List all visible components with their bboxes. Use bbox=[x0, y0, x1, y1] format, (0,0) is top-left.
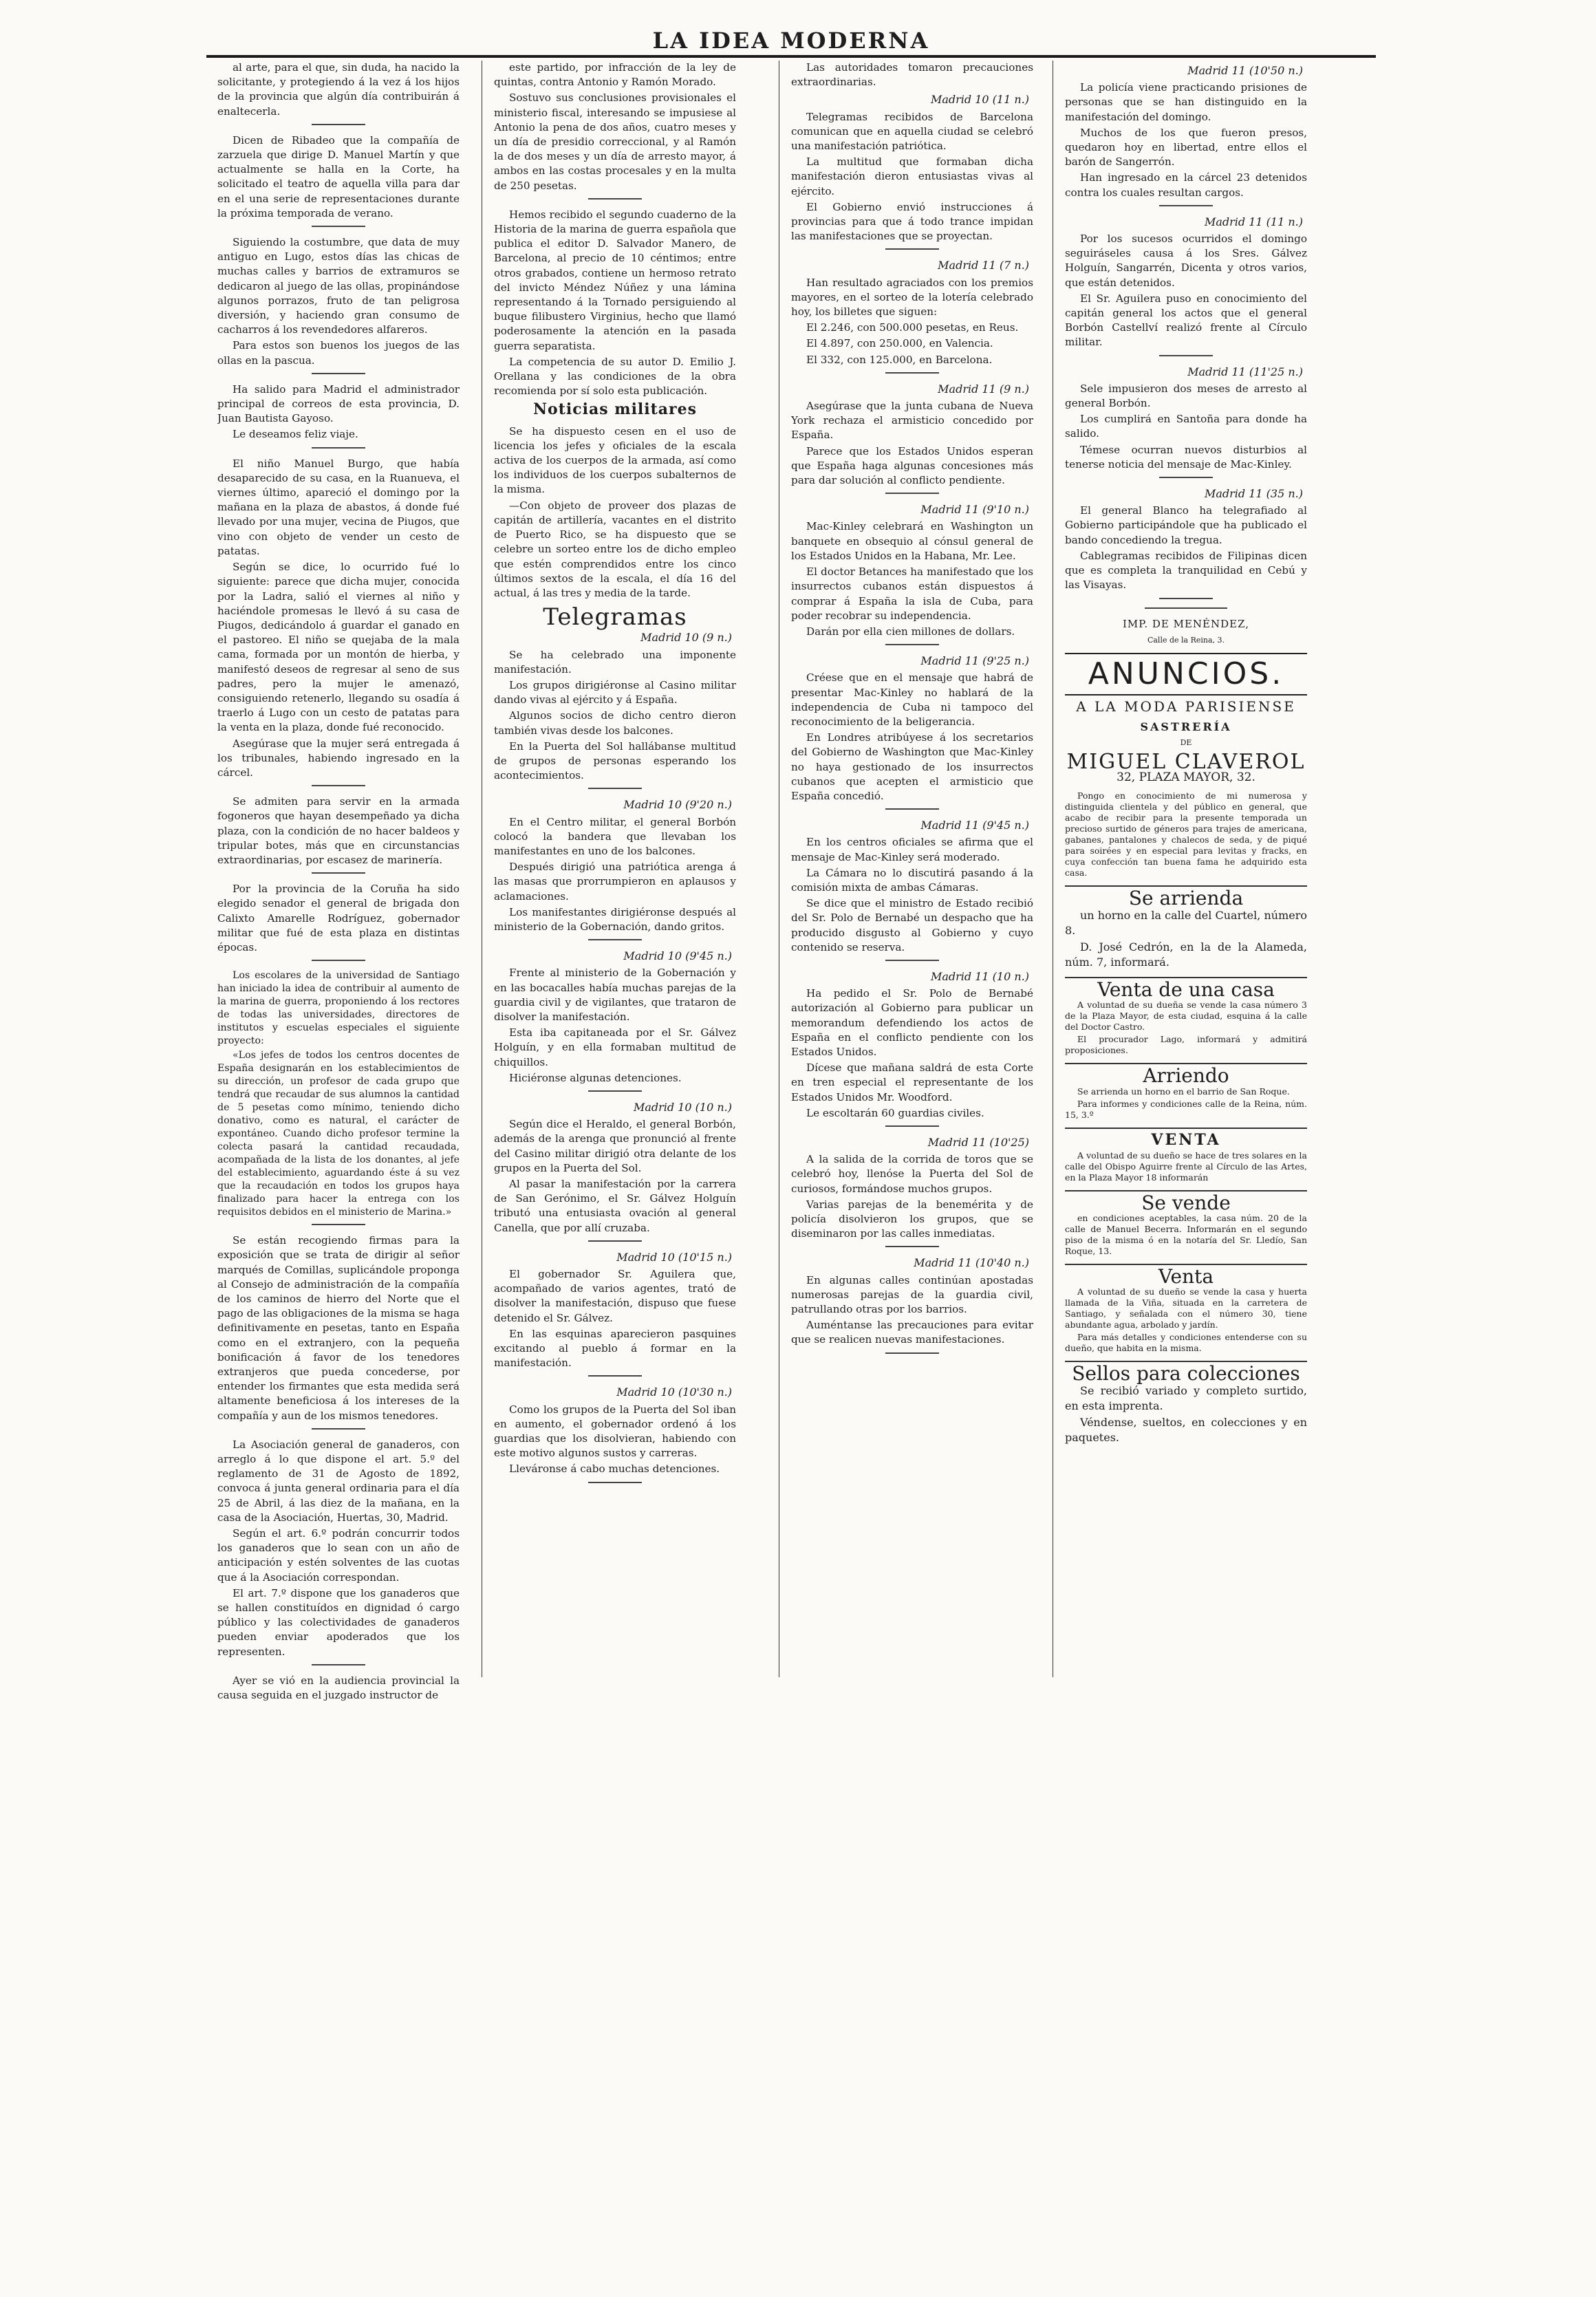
separator bbox=[312, 785, 365, 786]
column-1 bbox=[217, 61, 460, 1780]
ad-venta-solares-body bbox=[1065, 1150, 1307, 1183]
paragraph: La Asociación general de ganaderos, con arreglo á lo que dispone el art. 5.º del reglamento de 31 de Agosto de 1892, convoca á junta general ordinaria para el día 25 de Abril, á las diez de la mañana, en la casa de la Asociación, Huertas, 30, Madrid. bbox=[217, 1438, 460, 1524]
col3-intro bbox=[791, 61, 1033, 89]
separator bbox=[588, 1090, 642, 1092]
separator bbox=[885, 372, 939, 374]
paragraph: Le deseamos feliz viaje. bbox=[233, 428, 358, 441]
separator bbox=[588, 1240, 642, 1242]
ad-body bbox=[1065, 790, 1307, 878]
paragraph: «Los jefes de todos los centros docentes de España designarán en los establecimientos de su dirección, un profesor de cada grupo que tendrá que recaudar de sus alumnos la cantidad de 5 pesetas como mínimo, teniendo dicho donativo, como es natural, el carácter de expontáneo. Cuando dicho profesor termine la colecta pasará la cantidad recaudada, acompañada de la lista de los donantes, al jefe del establecimiento, aguardando éste á su vez que la recaudación en todos los grupos haya finalizado para hacer la entrega con los requisitos debidos en el ministerio de Marina.» bbox=[217, 1050, 460, 1218]
paragraph: Se admiten para servir en la armada fogoneros que hayan desempeñado ya dicha plaza, con la condición de no hacer baldeos y tripular botes, más que en circunstancias extraordinarias, por escasez de marinería. bbox=[217, 795, 460, 866]
separator bbox=[885, 808, 939, 810]
paragraph: Mac-Kinley celebrará en Washington un banquete en obsequio al cónsul general de los Estados Unidos en la Habana, Mr. Lee. bbox=[791, 520, 1033, 562]
paragraph: El doctor Betances ha manifestado que los insurrectos cubanos están dispuestos á comprar á España la isla de Cuba, para poder recobrar su independencia. bbox=[791, 565, 1033, 622]
paragraph: Para estos son buenos los juegos de las ollas en la pascua. bbox=[217, 339, 460, 367]
separator bbox=[1145, 607, 1227, 609]
paragraph: Cablegramas recibidos de Filipinas dicen que es completa la tranquilidad en Cebú y las Visayas. bbox=[1065, 549, 1307, 592]
separator bbox=[885, 493, 939, 494]
ad-venta-casa-body bbox=[1065, 1000, 1307, 1056]
col2-intro bbox=[494, 61, 736, 193]
paragraph: La policía viene practicando prisiones de personas que se han distinguido en la manifestación del domingo. bbox=[1065, 81, 1307, 123]
paragraph: Témese ocurran nuevos disturbios al tenerse noticia del mensaje de Mac-Kinley. bbox=[1065, 443, 1307, 471]
paragraph: Han ingresado en la cárcel 23 detenidos contra los cuales resultan cargos. bbox=[1065, 171, 1307, 199]
paragraph: Para informes y condiciones calle de la Reina, núm. 15, 3.º bbox=[1065, 1098, 1307, 1120]
paragraph: Dicen de Ribadeo que la compañía de zarzuela que dirige D. Manuel Martín y que actualmente se halla en la Corte, ha solicitado el teatro de aquella villa para dar en el una serie de representaciones durante la próxima temporada de verano. bbox=[217, 133, 460, 219]
telegram-dateline: Madrid 11 (9'10 n.) bbox=[920, 503, 1029, 517]
paragraph: Se ha dispuesto cesen en el uso de licencia los jefes y oficiales de la escala activa de los cuerpos de la armada, así como los individuos de los cuerpos subalternos de la misma. bbox=[494, 424, 736, 496]
ad-de: DE bbox=[1180, 738, 1192, 748]
paragraph: En la Puerta del Sol hallábanse multitud de grupos de personas esperando los acontecimientos. bbox=[494, 740, 736, 782]
telegram-dateline: Madrid 10 (9 n.) bbox=[640, 631, 732, 645]
telegram-dateline: Madrid 11 (11 n.) bbox=[1204, 215, 1303, 228]
separator bbox=[1159, 205, 1213, 206]
newspaper-title: LA IDEA MODERNA bbox=[652, 28, 930, 54]
separator bbox=[312, 447, 365, 449]
paragraph: La Cámara no lo discutirá pasando á la comisión mixta de ambas Cámaras. bbox=[791, 866, 1033, 894]
paragraph: Algunos socios de dicho centro dieron también vivas desde los balcones. bbox=[494, 709, 736, 737]
telegram-list bbox=[494, 630, 736, 1482]
paragraph: El gobernador Sr. Aguilera que, acompañado de varios agentes, trató de disolver la manifestación, dispuso que fuese detenido el Sr. Gálvez. bbox=[494, 1268, 736, 1324]
paragraph: La competencia de su autor D. Emilio J. Orellana y las condiciones de la obra recomienda por sí solo esta publicación. bbox=[494, 355, 736, 398]
separator bbox=[312, 1224, 365, 1225]
imprint-address: Calle de la Reina, 3. bbox=[1147, 635, 1225, 645]
telegram-dateline: Madrid 10 (9'45 n.) bbox=[623, 949, 732, 963]
separator bbox=[312, 373, 365, 374]
paragraph: En los centros oficiales se afirma que el mensaje de Mac-Kinley será moderado. bbox=[791, 836, 1033, 863]
paragraph: Los manifestantes dirigiéronse después al ministerio de la Gobernación, dando gritos. bbox=[494, 905, 736, 933]
column-4 bbox=[1065, 61, 1307, 1780]
paragraph: al arte, para el que, sin duda, ha nacido la solicitante, y protegiendo á la vez á los hijos de la provincia que algún día contribuirán á enaltecerla. bbox=[217, 61, 460, 118]
ads-banner bbox=[1065, 653, 1307, 695]
paragraph: A voluntad de su dueño se vende la casa y huerta llamada de la Viña, situada en la carretera de Santiago, y señalada con el número 30, tiene abundante agua, arbolado y jardín. bbox=[1065, 1286, 1307, 1330]
telegram-dateline: Madrid 10 (11 n.) bbox=[930, 93, 1029, 107]
ad-se-arrienda-title: Se arrienda bbox=[1065, 885, 1307, 905]
separator bbox=[312, 226, 365, 227]
paragraph: En el Centro militar, el general Borbón colocó la bandera que llevaban los manifestantes en uno de los balcones. bbox=[494, 815, 736, 857]
paragraph: Asegúrase que la junta cubana de Nueva York rechaza el armisticio concedido por España. bbox=[791, 400, 1033, 442]
paragraph: Por la provincia de la Coruña ha sido elegido senador el general de brigada don Calixto Amarelle Rodríguez, gobernador militar que fué de esta plaza en distintas épocas. bbox=[217, 883, 460, 953]
paragraph: Por los sucesos ocurridos el domingo seguiráseles causa á los Sres. Gálvez Holguín, Sangarrén, Dicenta y otros varios, que están detenidos. bbox=[1065, 233, 1307, 289]
paragraph: Lleváronse á cabo muchas detenciones. bbox=[509, 1463, 720, 1476]
paragraph: Créese que en el mensaje que habrá de presentar Mac-Kinley no hablará de la independencia de Cuba ni tampoco del reconocimiento de la beligerancia. bbox=[791, 671, 1033, 728]
paragraph: Sele impusieron dos meses de arresto al general Borbón. bbox=[1065, 382, 1307, 410]
separator bbox=[312, 1664, 365, 1665]
ad-arriendo-title: Arriendo bbox=[1065, 1063, 1307, 1083]
telegram-dateline: Madrid 11 (11'25 n.) bbox=[1187, 365, 1303, 378]
paragraph: El Gobierno envió instrucciones á provincias para que á todo trance impidan las manifestaciones que se proyectan. bbox=[791, 200, 1033, 243]
paragraph: Se ha celebrado una imponente manifestación. bbox=[494, 648, 736, 676]
separator bbox=[885, 1246, 939, 1247]
paragraph: Le escoltarán 60 guardias civiles. bbox=[806, 1106, 984, 1119]
telegram-dateline: Madrid 11 (10'40 n.) bbox=[914, 1256, 1029, 1270]
paragraph: Para más detalles y condiciones entenderse con su dueño, que habita en la misma. bbox=[1065, 1332, 1307, 1354]
paragraph: Ha pedido el Sr. Polo de Bernabé autorización al Gobierno para publicar un memorandum defendiendo los actos de España en el conflicto pendiente con los Estados Unidos. bbox=[791, 987, 1033, 1058]
paragraph: Según se dice, lo ocurrido fué lo siguiente: parece que dicha mujer, conocida por la Ladra, salió el viernes al niño y haciéndole promesas le llevó á su casa de Piugos, dedicándolo á guardar el ganado en el pastoreo. El niño se quejaba de la mala cama, formada por un montón de hierba, y manifestó deseos de regresar al seno de sus padres, pero la mujer le amenazó, consiguiendo retenerlo, llegando su osadía á traerlo á Lugo con un cesto de patatas para la venta en la plaza, donde fué reconocido. bbox=[217, 561, 460, 734]
telegram-dateline: Madrid 10 (10'15 n.) bbox=[616, 1250, 732, 1264]
telegram-dateline: Madrid 10 (10'30 n.) bbox=[616, 1385, 732, 1399]
ad-subheading: SASTRERÍA bbox=[1140, 720, 1232, 734]
paragraph: A voluntad de su dueña se vende la casa número 3 de la Plaza Mayor, de esta ciudad, esquina á la calle del Doctor Castro. bbox=[1065, 1000, 1307, 1033]
paragraph: Los grupos dirigiéronse al Casino militar dando vivas al ejército y á España. bbox=[494, 678, 736, 707]
paragraph: Dícese que mañana saldrá de esta Corte en tren especial el representante de los Estados Unidos Mr. Woodford. bbox=[791, 1061, 1033, 1103]
paragraph: D. José Cedrón, en la de la Alameda, núm. 7, informará. bbox=[1065, 940, 1307, 969]
paragraph: Como los grupos de la Puerta del Sol iban en aumento, el gobernador ordenó á los guardias que los disolvieran, habiendo con este motivo algunos sustos y carreras. bbox=[494, 1403, 736, 1460]
paragraph: Se dice que el ministro de Estado recibió del Sr. Polo de Bernabé un despacho que ha producido disgusto al Gobierno y cuyo contenido se reserva. bbox=[791, 897, 1033, 953]
ad-arriendo-body bbox=[1065, 1086, 1307, 1121]
telegram-dateline: Madrid 11 (10'25) bbox=[927, 1136, 1029, 1149]
column-3 bbox=[791, 61, 1033, 1780]
separator bbox=[1159, 477, 1213, 478]
paragraph: Se recibió variado y completo surtido, en esta imprenta. bbox=[1065, 1384, 1307, 1413]
ad-se-vende-body bbox=[1065, 1213, 1307, 1257]
paragraph: En las esquinas aparecieron pasquines excitando al pueblo á formar en la manifestación. bbox=[494, 1327, 736, 1370]
separator bbox=[312, 872, 365, 874]
separator bbox=[588, 198, 642, 199]
paragraph: este partido, por infracción de la ley de quintas, contra Antonio y Ramón Morado. bbox=[494, 61, 736, 89]
paragraph: El Sr. Aguilera puso en conocimiento del capitán general los actos que el general Borbón Castellví realizó frente al Círculo militar. bbox=[1065, 292, 1307, 349]
paragraph: Frente al ministerio de la Gobernación y en las bocacalles había muchas parejas de la guardia civil y de vigilantes, que trataron de disolver la manifestación. bbox=[494, 967, 736, 1023]
paragraph: El niño Manuel Burgo, que había desaparecido de su casa, en la Ruanueva, el viernes último, apareció el domingo por la mañana en la plaza de abastos, á donde fué llevado por una mujer, vecina de Piugos, que vino con objeto de vender un cesto de patatas. bbox=[217, 457, 460, 557]
ad-heading: A LA MODA PARISIENSE bbox=[1076, 698, 1296, 715]
telegram-list bbox=[791, 92, 1033, 1353]
telegram-dateline: Madrid 11 (9 n.) bbox=[938, 382, 1029, 396]
paragraph: Al pasar la manifestación por la carrera de San Gerónimo, el Sr. Gálvez Holguín tributó una entusiasta ovación al general Canella, que por allí cruzaba. bbox=[494, 1178, 736, 1234]
paragraph: En algunas calles continúan apostadas numerosas parejas de la guardia civil, patrullando otras por los barrios. bbox=[791, 1273, 1033, 1316]
ad-venta-casa-title: Venta de una casa bbox=[1065, 977, 1307, 997]
telegram-dateline: Madrid 11 (10 n.) bbox=[930, 969, 1029, 983]
telegram-dateline: Madrid 11 (10'50 n.) bbox=[1187, 64, 1303, 77]
imprint: IMP. DE MENÉNDEZ, bbox=[1122, 617, 1250, 630]
paragraph: El general Blanco ha telegrafiado al Gobierno participándole que ha publicado el bando concediendo la tregua. bbox=[1065, 504, 1307, 546]
ad-brand: MIGUEL CLAVEROL bbox=[1066, 749, 1306, 774]
paragraph: Véndense, sueltos, en colecciones y en paquetes. bbox=[1065, 1416, 1307, 1445]
paragraph: Ha salido para Madrid el administrador principal de correos de esta provincia, D. Juan Bautista Gayoso. bbox=[217, 382, 460, 425]
telegramas-heading: Telegramas bbox=[543, 603, 687, 632]
paragraph: A voluntad de su dueño se hace de tres solares en la calle del Obispo Aguirre frente al Círculo de las Artes, en la Plaza Mayor 18 informarán bbox=[1065, 1150, 1307, 1183]
separator bbox=[885, 1125, 939, 1127]
paragraph: En Londres atribúyese á los secretarios del Gobierno de Washington que Mac-Kinley no haya gestionado de los insurrectos cubanos que acepten el armisticio que España concedió. bbox=[791, 731, 1033, 802]
paragraph: un horno en la calle del Cuartel, número 8. bbox=[1065, 909, 1307, 938]
ad-sellos-body bbox=[1065, 1383, 1307, 1445]
historia-article bbox=[494, 208, 736, 399]
separator bbox=[588, 1482, 642, 1483]
paragraph: Varias parejas de la benemérita y de policía disolvieron los grupos, que se diseminaron por las calles inmediatas. bbox=[791, 1198, 1033, 1240]
paragraph: Sostuvo sus conclusiones provisionales el ministerio fiscal, interesando se impusiese al Antonio la pena de dos años, cuatro meses y un día de presidio correccional, y al Ramón la de dos meses y un día de arresto mayor, á ambos en las costas procesales y en la multa de 250 pesetas. bbox=[494, 91, 736, 192]
noticias-militares-heading: Noticias militares bbox=[532, 400, 698, 419]
paragraph: Después dirigió una patriótica arenga á las masas que prorrumpieron en aplausos y aclamaciones. bbox=[494, 861, 736, 903]
paragraph: Han resultado agraciados con los premios mayores, en el sorteo de la lotería celebrado hoy, los billetes que siguen: bbox=[791, 276, 1033, 319]
paragraph: Según el art. 6.º podrán concurrir todos los ganaderos que lo sean con un año de anticipación y estén solventes de las cuotas que á la Asociación correspondan. bbox=[217, 1527, 460, 1584]
paragraph: Auméntanse las precauciones para evitar que se realicen nuevas manifestaciones. bbox=[791, 1319, 1033, 1346]
ad-venta-solares-title: VENTA bbox=[1065, 1128, 1307, 1147]
telegram-dateline: Madrid 11 (35 n.) bbox=[1204, 487, 1303, 501]
paragraph: en condiciones aceptables, la casa núm. 20 de la calle de Manuel Becerra. Informarán en el segundo piso de la misma ó en la notaría del Sr. Lledío, San Roque, 13. bbox=[1065, 1212, 1307, 1256]
paragraph: Las autoridades tomaron precauciones extraordinarias. bbox=[791, 61, 1033, 89]
paragraph: Siguiendo la costumbre, que data de muy antiguo en Lugo, estos días las chicas de muchas calles y barrios de extramuros se dedicaron al juego de las ollas, propinándose algunos porrazos, fruto de tan peligrosa diversión, y haciendo gran consumo de cacharros á los revendedores alfareros. bbox=[217, 236, 460, 336]
ad-address: 32, PLAZA MAYOR, 32. bbox=[1117, 770, 1255, 784]
telegram-dateline: Madrid 10 (9'20 n.) bbox=[623, 798, 732, 812]
telegram-list bbox=[1065, 63, 1307, 599]
ad-se-vende-title: Se vende bbox=[1065, 1190, 1307, 1210]
ad-sastreria bbox=[1065, 700, 1307, 878]
separator bbox=[885, 1352, 939, 1354]
paragraph: El 4.897, con 250.000, en Valencia. bbox=[806, 337, 993, 350]
separator bbox=[885, 960, 939, 961]
paragraph: Según dice el Heraldo, el general Borbón, además de la arenga que pronunció al frente del Casino militar dirigió otra delante de los grupos en la Puerta del Sol. bbox=[494, 1118, 736, 1174]
ad-venta-huerta-body bbox=[1065, 1286, 1307, 1354]
masthead bbox=[206, 28, 1376, 58]
separator bbox=[885, 644, 939, 645]
paragraph: Ayer se vió en la audiencia provincial la causa seguida en el juzgado instructor de bbox=[217, 1674, 460, 1702]
separator bbox=[1159, 355, 1213, 356]
paragraph: Darán por ella cien millones de dollars. bbox=[806, 625, 1015, 638]
paragraph: —Con objeto de proveer dos plazas de capitán de artillería, vacantes en el distrito de Puerto Rico, se ha dispuesto que se celebre un sorteo entre los de dicho empleo que estén comprendidos entre los cinco últimos sextos de la escala, el día 16 del actual, á las tres y media de la tarde. bbox=[494, 499, 736, 599]
separator bbox=[885, 248, 939, 250]
paragraph: La multitud que formaban dicha manifestación dieron entusiastas vivas al ejército. bbox=[791, 155, 1033, 197]
separator bbox=[588, 1375, 642, 1377]
paragraph: Los cumplirá en Santoña para donde ha salido. bbox=[1065, 413, 1307, 440]
column-2 bbox=[494, 61, 736, 1780]
paragraph: El 332, con 125.000, en Barcelona. bbox=[806, 353, 993, 366]
paragraph: Hiciéronse algunas detenciones. bbox=[509, 1071, 682, 1084]
separator bbox=[1159, 598, 1213, 599]
separator bbox=[588, 788, 642, 789]
separator bbox=[312, 124, 365, 125]
paragraph: Muchos de los que fueron presos, quedaron hoy en libertad, entre ellos el barón de Sangerrón. bbox=[1065, 126, 1307, 169]
paragraph: Los escolares de la universidad de Santiago han iniciado la idea de contribuir al aumento de la marina de guerra, proponiendo á los rectores de todas las universidades, directores de institutos y escuelas especiales el siguiente proyecto: bbox=[217, 970, 460, 1047]
paragraph: Pongo en conocimiento de mi numerosa y distinguida clientela y del público en general, que acabo de recibir para la presente temporada un precioso surtido de géneros para trajes de americana, gabanes, pantalones y chalecos de seda, y de piqué para soirées y en especial para levitas y fracks, en cuya confección tan buena fama he adquirido esta casa. bbox=[1065, 790, 1307, 878]
paragraph: Hemos recibido el segundo cuaderno de la Historia de la marina de guerra española que publica el editor D. Salvador Manero, de Barcelona, al precio de 10 céntimos; entre otros grabados, contiene un hermoso retrato del invicto Méndez Núñez y una lámina representando á la Tornado persiguiendo al buque filibustero Virginius, hecho que llamó poderosamente la atención en la pasada guerra separatista. bbox=[494, 208, 736, 352]
paragraph: El art. 7.º dispone que los ganaderos que se hallen constituídos en dignidad ó cargo público y las colectividades de ganaderos pueden enviar apoderados que los representen. bbox=[217, 1586, 460, 1658]
ad-se-arrienda-body bbox=[1065, 908, 1307, 970]
ad-sellos-title: Sellos para colecciones bbox=[1065, 1361, 1307, 1381]
telegram-dateline: Madrid 11 (9'25 n.) bbox=[920, 654, 1029, 668]
telegram-dateline: Madrid 10 (10 n.) bbox=[633, 1101, 732, 1114]
noticias-militares-article bbox=[494, 424, 736, 601]
paragraph: Asegúrase que la mujer será entregada á los tribunales, habiendo ingresado en la cárcel. bbox=[217, 737, 460, 779]
telegram-dateline: Madrid 11 (9'45 n.) bbox=[920, 819, 1029, 832]
paragraph: Se arrienda un horno en el barrio de San Roque. bbox=[1077, 1086, 1290, 1097]
paragraph: A la salida de la corrida de toros que se celebró hoy, llenóse la Puerta del Sol de curiosos, formándose muchos grupos. bbox=[791, 1153, 1033, 1195]
telegram-dateline: Madrid 11 (7 n.) bbox=[938, 259, 1029, 272]
paragraph: Telegramas recibidos de Barcelona comunican que en aquella ciudad se celebró una manifestación patriótica. bbox=[791, 110, 1033, 153]
ads-title: ANUNCIOS. bbox=[1088, 656, 1284, 691]
ad-venta-huerta-title: Venta bbox=[1065, 1264, 1307, 1284]
paragraph: El 2.246, con 500.000 pesetas, en Reus. bbox=[806, 321, 1019, 334]
separator bbox=[312, 1428, 365, 1430]
separator bbox=[312, 960, 365, 961]
paragraph: Parece que los Estados Unidos esperan que España haga algunas concesiones más para dar solución al conflicto pendiente. bbox=[791, 444, 1033, 487]
paragraph: Se están recogiendo firmas para la exposición que se trata de dirigir al señor marqués de Comillas, suplicándole proponga al Consejo de administración de la compañía de los caminos de hierro del Norte que el pago de las obligaciones de la misma se haga definitivamente en pesetas, tanto en España como en el extranjero, con la pequeña bonificación á favor de los tenedores extranjeros que pueda concederse, por entender los firmantes que esta medida será altamente beneficiosa á los intereses de la compañía y aun de los mismos tenedores. bbox=[217, 1234, 460, 1422]
paragraph: Esta iba capitaneada por el Sr. Gálvez Holguín, y en ella formaban multitud de chiquillos. bbox=[494, 1026, 736, 1068]
paragraph: El procurador Lago, informará y admitirá proposiciones. bbox=[1065, 1034, 1307, 1056]
separator bbox=[588, 939, 642, 940]
